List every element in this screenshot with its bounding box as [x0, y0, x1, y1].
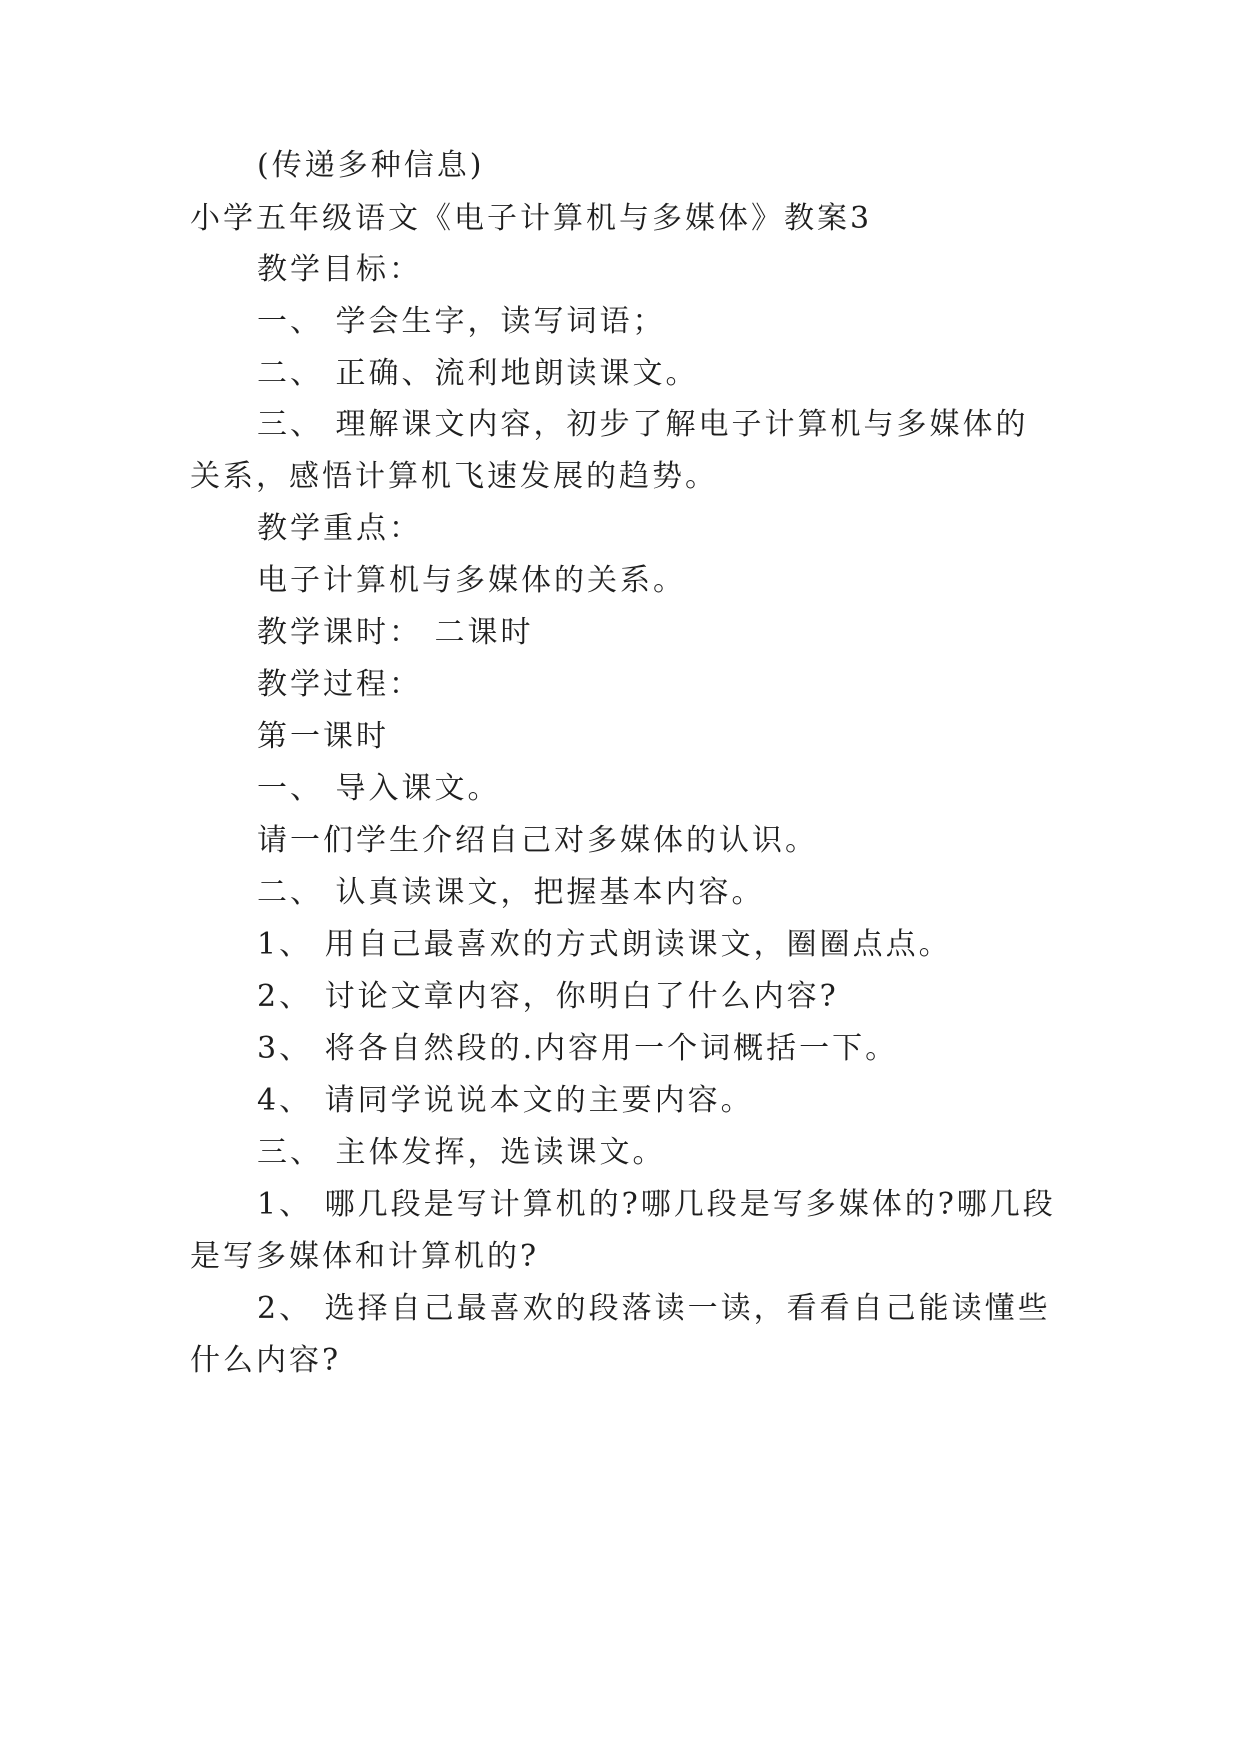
text-line: 一、 学会生字，读写词语； — [257, 304, 666, 339]
text-line: 三、 理解课文内容，初步了解电子计算机与多媒体的 — [257, 407, 1029, 442]
text-line: 关系，感悟计算机飞速发展的趋势。 — [190, 459, 718, 494]
section-heading: 教学重点： — [257, 511, 422, 546]
text-line: 二、 认真读课文，把握基本内容。 — [257, 875, 765, 910]
text-line: 请一们学生介绍自己对多媒体的认识。 — [257, 823, 818, 858]
section-heading: 教学过程： — [257, 667, 422, 702]
text-line: 三、 主体发挥，选读课文。 — [257, 1135, 666, 1170]
text-line: 二、 正确、流利地朗读课文。 — [257, 356, 699, 391]
text-line: 1、 用自己最喜欢的方式朗读课文，圈圈点点。 — [257, 927, 952, 962]
section-heading: 教学目标： — [257, 252, 422, 287]
text-line: (传递多种信息) — [257, 148, 485, 183]
text-line: 第一课时 — [257, 719, 389, 754]
text-line: 电子计算机与多媒体的关系。 — [257, 563, 686, 598]
text-line: 什么内容? — [190, 1343, 342, 1378]
text-line: 一、 导入课文。 — [257, 771, 501, 806]
text-line: 2、 选择自己最喜欢的段落读一读，看看自己能读懂些 — [257, 1291, 1051, 1326]
text-line: 3、 将各自然段的.内容用一个词概括一下。 — [257, 1031, 899, 1066]
document-title: 小学五年级语文《电子计算机与多媒体》教案3 — [190, 201, 873, 236]
text-line: 2、 讨论文章内容，你明白了什么内容? — [257, 979, 839, 1014]
text-line: 1、 哪几段是写计算机的?哪几段是写多媒体的?哪几段 — [257, 1187, 1056, 1222]
text-line: 4、 请同学说说本文的主要内容。 — [257, 1083, 754, 1118]
text-line: 是写多媒体和计算机的? — [190, 1239, 540, 1274]
text-line: 教学课时： 二课时 — [257, 615, 534, 650]
